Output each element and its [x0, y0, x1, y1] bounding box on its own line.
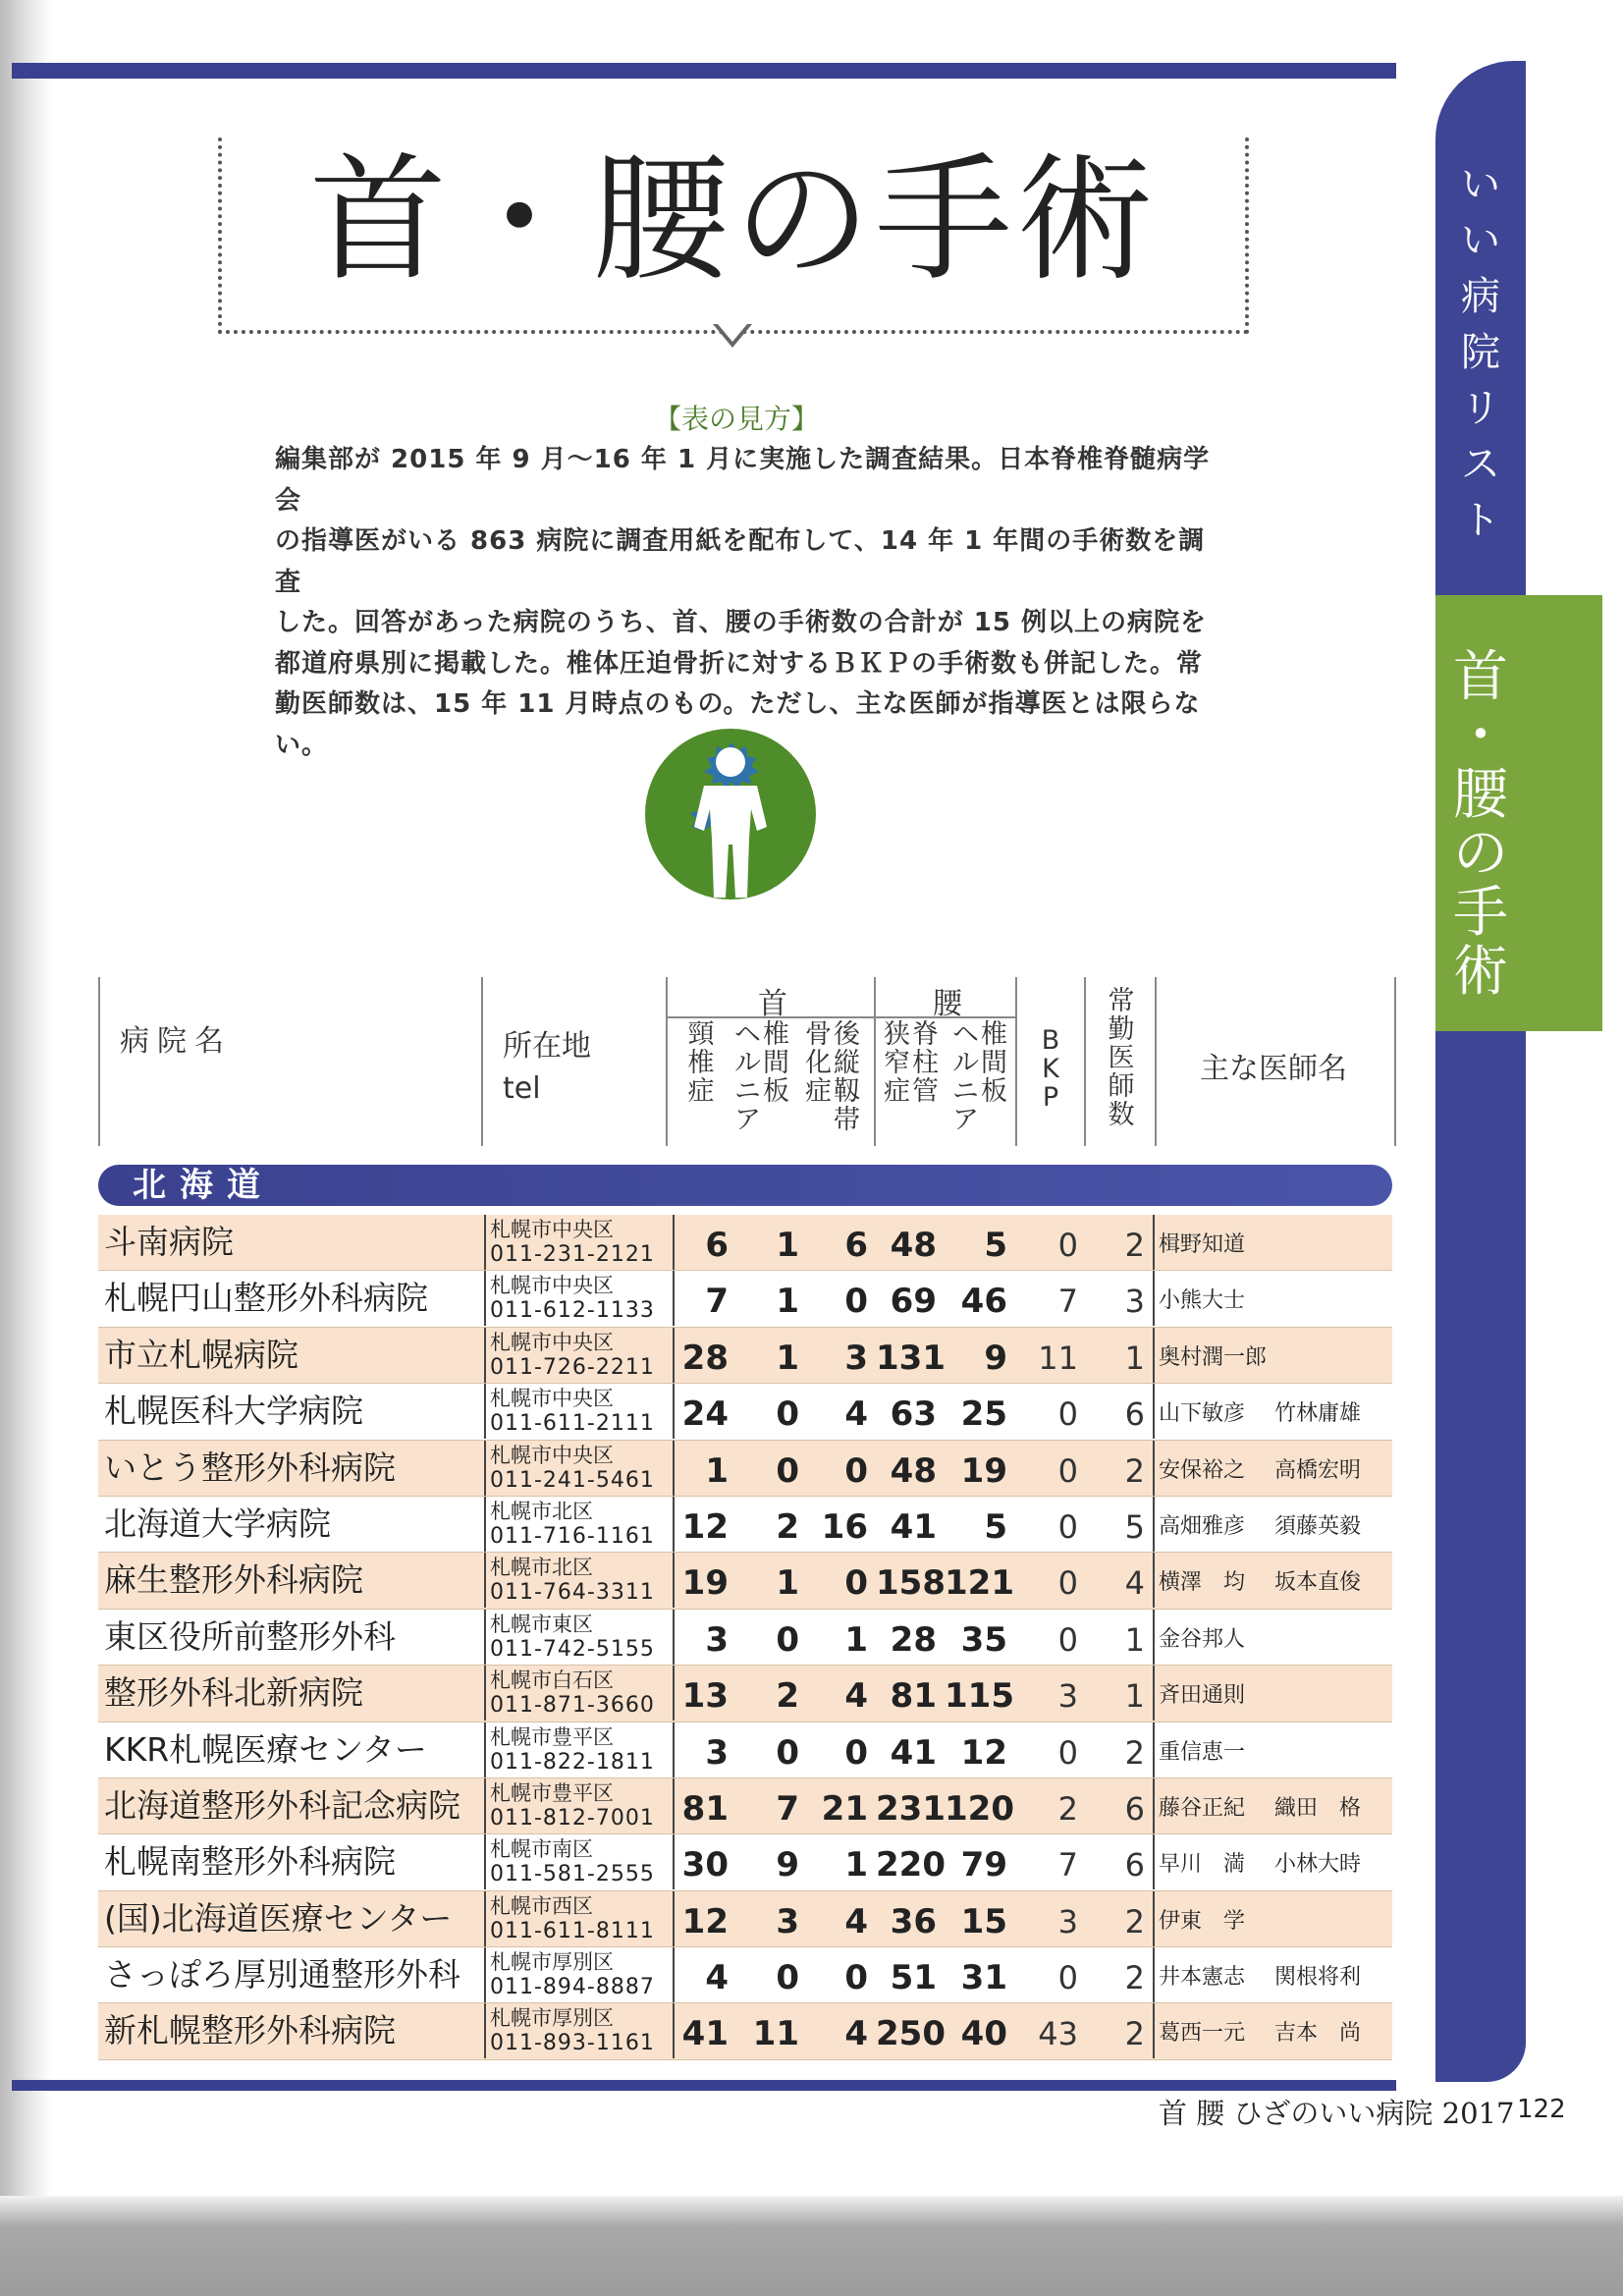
bkp-count: 0 [1057, 1733, 1078, 1772]
cervical-spondylosis-count: 19 [681, 1563, 729, 1604]
hospital-address: 札幌市中央区 [490, 1443, 614, 1467]
header-hospital: 病院名 [120, 1024, 232, 1059]
lumbar-disc-herniation-count: 46 [960, 1282, 1007, 1322]
doctor-count: 1 [1086, 1328, 1155, 1383]
lumbar-disc-herniation-count: 115 [945, 1676, 1014, 1717]
header-neck-group [666, 977, 874, 1146]
doctor-name: 須藤英毅 [1274, 1513, 1362, 1539]
cervical-spondylosis-count: 3 [705, 1619, 729, 1660]
legend-line: の指導医がいる 863 病院に調査用紙を配布して、14 年 1 年間の手術数を調査 [275, 526, 1206, 597]
neck-disc-herniation-count: 0 [776, 1450, 799, 1491]
bottom-rule [12, 2080, 1396, 2091]
spinal-stenosis-count: 81 [890, 1676, 937, 1717]
hospital-tel: 011-581-2555 [490, 1862, 655, 1887]
doctor-name: 早川 満 [1159, 1852, 1246, 1878]
table-row [98, 1722, 1392, 1778]
hospital-name: KKR札幌医療センター [104, 1729, 427, 1769]
header-location: 所在地 [503, 1029, 591, 1064]
bkp-count: 11 [1038, 1339, 1078, 1377]
doctor-name: 吉本 尚 [1274, 2021, 1362, 2047]
spinal-stenosis-count: 48 [890, 1450, 937, 1491]
neck-disc-herniation-count: 0 [776, 1394, 799, 1435]
spinal-stenosis-count: 131 [876, 1338, 946, 1378]
opll-count: 21 [821, 1788, 868, 1829]
hospital-name: 北海道大学病院 [104, 1503, 331, 1543]
lumbar-disc-herniation-count: 25 [960, 1394, 1007, 1435]
header-doctor-count: 常 勤 医 師 数 [1108, 986, 1135, 1130]
table-row [98, 1891, 1392, 1947]
hospital-name: 東区役所前整形外科 [104, 1616, 396, 1656]
neck-disc-herniation-count: 7 [776, 1788, 799, 1829]
spinal-stenosis-count: 158 [876, 1563, 946, 1604]
opll-count: 0 [844, 1282, 868, 1322]
hospital-location [484, 1497, 675, 1552]
cervical-spondylosis-count: 4 [705, 1958, 729, 1998]
table-row [98, 2003, 1392, 2059]
neck-disc-herniation-count: 0 [776, 1958, 799, 1998]
header-doctors-cell [1155, 977, 1396, 1146]
cervical-spondylosis-count: 30 [681, 1845, 729, 1886]
spinal-stenosis-count: 63 [890, 1394, 937, 1435]
region-label: 北海道 [133, 1166, 274, 1205]
doctor-names [1159, 1215, 1390, 1270]
doctor-count: 6 [1086, 1384, 1155, 1439]
spinal-stenosis-count: 36 [890, 1901, 937, 1941]
spinal-stenosis-count: 48 [890, 1226, 937, 1265]
hospital-tel: 011-241-5461 [490, 1467, 655, 1493]
legend-line: 都道府県別に掲載した。椎体圧迫骨折に対するＢＫＰの手術数も併記した。常 [275, 648, 1204, 679]
doctor-name: 斉田通則 [1159, 1683, 1246, 1709]
cervical-spondylosis-count: 7 [705, 1282, 729, 1322]
header-location-cell [481, 977, 677, 1146]
hospital-address: 札幌市中央区 [490, 1218, 614, 1241]
hospital-name: さっぽろ厚別通整形外科 [104, 1955, 460, 1995]
opll-count: 0 [844, 1450, 868, 1491]
header-neck-disc-herniation: 椎 間 板 ヘ ル ニ ア [734, 1019, 789, 1135]
hospital-location [484, 1947, 675, 2002]
opll-count: 0 [844, 1732, 868, 1773]
lumbar-disc-herniation-count: 15 [960, 1901, 1007, 1941]
doctor-name: 金谷邦人 [1159, 1626, 1246, 1652]
neck-disc-herniation-count: 9 [776, 1845, 799, 1886]
hospital-location [484, 1328, 675, 1383]
cervical-spondylosis-count: 28 [681, 1338, 729, 1378]
doctor-name: 伊東 学 [1159, 1908, 1246, 1934]
doctor-names [1159, 1271, 1390, 1326]
hospital-tel: 011-871-3660 [490, 1693, 655, 1719]
neck-disc-herniation-count: 1 [776, 1338, 799, 1378]
cervical-spondylosis-count: 3 [705, 1732, 729, 1773]
doctor-names [1159, 1328, 1390, 1383]
neck-disc-herniation-count: 2 [776, 1676, 799, 1717]
footer-title: 首 腰 ひざのいい病院 2017 [1159, 2097, 1515, 2130]
table-row [98, 1666, 1392, 1722]
page-number: 122 [1517, 2095, 1566, 2124]
opll-count: 0 [844, 1563, 868, 1604]
hospital-name: 札幌円山整形外科病院 [104, 1279, 428, 1318]
header-doctors: 主な医師名 [1200, 1052, 1347, 1086]
opll-count: 3 [844, 1338, 868, 1378]
opll-count: 0 [844, 1958, 868, 1998]
neck-disc-herniation-count: 11 [752, 2014, 799, 2054]
region-bar [98, 1165, 1392, 1206]
hospital-location [484, 1215, 675, 1270]
hospital-address: 札幌市厚別区 [490, 1950, 614, 1975]
hospital-location [484, 1891, 675, 1946]
bkp-count: 3 [1057, 1902, 1078, 1941]
scan-edge [0, 2196, 1623, 2296]
lumbar-disc-herniation-count: 35 [960, 1619, 1007, 1660]
lumbar-disc-herniation-count: 40 [960, 2014, 1007, 2054]
doctor-count: 2 [1086, 1947, 1155, 2002]
doctor-count: 2 [1086, 1441, 1155, 1496]
bkp-count: 0 [1057, 1451, 1078, 1490]
cervical-spondylosis-count: 81 [681, 1788, 729, 1829]
hospital-name: (国)北海道医療センター [104, 1898, 453, 1938]
neck-disc-herniation-count: 0 [776, 1732, 799, 1773]
table-row [98, 1947, 1392, 2003]
doctor-count: 6 [1086, 1834, 1155, 1889]
hospital-location [484, 1610, 675, 1665]
doctor-count: 4 [1086, 1553, 1155, 1608]
doctor-name: 藤谷正紀 [1159, 1795, 1246, 1821]
hospital-address: 札幌市北区 [490, 1499, 593, 1523]
doctor-name: 楫野知道 [1159, 1232, 1246, 1257]
page-title: 首・腰の手術 [308, 140, 1158, 301]
lumbar-disc-herniation-count: 19 [960, 1450, 1007, 1491]
legend-line: 勤医師数は、15 年 11 月時点のもの。ただし、主な医師が指導医とは限らない。 [275, 689, 1201, 760]
table-row [98, 1441, 1392, 1497]
bkp-count: 2 [1057, 1789, 1078, 1828]
neck-disc-herniation-count: 3 [776, 1901, 799, 1941]
doctor-names [1159, 1778, 1390, 1833]
lumbar-disc-herniation-count: 5 [984, 1506, 1007, 1547]
table-row [98, 1834, 1392, 1890]
spinal-stenosis-count: 250 [876, 2014, 946, 2054]
bkp-count: 0 [1057, 1395, 1078, 1434]
hospital-address: 札幌市厚別区 [490, 2006, 614, 2031]
hospital-name: 市立札幌病院 [104, 1335, 298, 1374]
doctor-count: 1 [1086, 1610, 1155, 1665]
doctor-names [1159, 1610, 1390, 1665]
hospital-address: 札幌市豊平区 [490, 1724, 614, 1749]
header-opll: 後 縦 靱 帯 骨 化 症 [805, 1019, 860, 1135]
doctor-name: 井本憲志 [1159, 1965, 1246, 1991]
doctor-name: 織田 格 [1274, 1795, 1362, 1821]
hospital-tel: 011-742-5155 [490, 1636, 655, 1662]
opll-count: 4 [844, 1394, 868, 1435]
opll-count: 4 [844, 2014, 868, 2054]
cervical-spondylosis-count: 24 [681, 1394, 729, 1435]
hospital-address: 札幌市東区 [490, 1612, 593, 1636]
doctor-name: 坂本直俊 [1274, 1570, 1362, 1596]
doctor-name: 葛西一元 [1159, 2021, 1246, 2047]
doctor-count: 2 [1086, 1891, 1155, 1946]
bkp-count: 7 [1057, 1283, 1078, 1321]
hospital-tel: 011-231-2121 [490, 1242, 655, 1267]
doctor-names [1159, 1553, 1390, 1608]
bkp-count: 0 [1057, 1507, 1078, 1546]
cervical-spondylosis-count: 13 [681, 1676, 729, 1717]
doctor-name: 重信恵一 [1159, 1739, 1246, 1765]
lumbar-disc-herniation-count: 79 [960, 1845, 1007, 1886]
cervical-spondylosis-count: 6 [705, 1226, 729, 1265]
hospital-location [484, 1666, 675, 1721]
lumbar-disc-herniation-count: 121 [945, 1563, 1014, 1604]
table-row [98, 1553, 1392, 1609]
doctor-names [1159, 1384, 1390, 1439]
hospital-address: 札幌市豊平区 [490, 1780, 614, 1805]
hospital-tel: 011-894-8887 [490, 1975, 655, 2000]
hospital-tel: 011-764-3311 [490, 1580, 655, 1606]
bkp-count: 3 [1057, 1677, 1078, 1716]
hospital-location [484, 1271, 675, 1326]
doctor-count: 6 [1086, 1778, 1155, 1833]
cervical-spondylosis-count: 12 [681, 1901, 729, 1941]
doctor-names [1159, 1947, 1390, 2002]
spinal-stenosis-count: 51 [890, 1958, 937, 1998]
opll-count: 4 [844, 1676, 868, 1717]
header-hospital-cell [98, 977, 497, 1146]
opll-count: 1 [844, 1619, 868, 1660]
doctor-names [1159, 1722, 1390, 1777]
neck-disc-herniation-count: 1 [776, 1563, 799, 1604]
opll-count: 6 [844, 1226, 868, 1265]
doctor-names [1159, 1497, 1390, 1552]
neck-disc-herniation-count: 0 [776, 1619, 799, 1660]
hospital-address: 札幌市中央区 [490, 1330, 614, 1354]
cervical-spondylosis-count: 41 [681, 2014, 729, 2054]
doctor-name: 関根将利 [1274, 1965, 1362, 1991]
doctor-count: 5 [1086, 1497, 1155, 1552]
spinal-stenosis-count: 28 [890, 1619, 937, 1660]
spinal-stenosis-count: 220 [876, 1845, 946, 1886]
legend-line: 編集部が 2015 年 9 月～16 年 1 月に実施した調査結果。日本脊椎脊髄病学会 [275, 445, 1211, 516]
legend-title: 【表の見方】 [653, 403, 819, 435]
header-neck: 首 [758, 987, 787, 1021]
hospital-address: 札幌市西区 [490, 1893, 593, 1918]
hospital-address: 札幌市南区 [490, 1837, 593, 1862]
legend-text [275, 440, 1217, 766]
book-spine-shadow [0, 0, 51, 2296]
header-waist-group [874, 977, 1015, 1146]
hospital-tel: 011-611-8111 [490, 1918, 655, 1943]
lumbar-disc-herniation-count: 12 [960, 1732, 1007, 1773]
hospital-location [484, 1834, 675, 1889]
hospital-address: 札幌市北区 [490, 1556, 593, 1580]
table-header [98, 977, 1394, 1146]
table-row [98, 1497, 1392, 1553]
lumbar-disc-herniation-count: 31 [960, 1958, 1007, 1998]
side-tab-label: い い 病 院 リ ス ト [1461, 162, 1500, 543]
hospital-name: いとう整形外科病院 [104, 1448, 396, 1487]
hospital-tel: 011-812-7001 [490, 1805, 655, 1831]
hospital-name: 斗南病院 [104, 1223, 234, 1261]
table-row [98, 1328, 1392, 1384]
standing-person-icon [645, 729, 816, 900]
doctor-name: 山下敏彦 [1159, 1401, 1246, 1427]
doctor-name: 小林大時 [1274, 1852, 1362, 1878]
header-doctor-count-cell [1084, 977, 1155, 1146]
hospital-name: 札幌南整形外科病院 [104, 1842, 396, 1882]
hospital-tel: 011-726-2211 [490, 1354, 655, 1380]
side-tab-section-label: 首 ・ 腰 の 手 術 [1453, 645, 1508, 1004]
doctor-name: 高畑雅彦 [1159, 1513, 1246, 1539]
hospital-location [484, 1778, 675, 1833]
hospital-name: 札幌医科大学病院 [104, 1392, 363, 1431]
cervical-spondylosis-count: 1 [705, 1450, 729, 1491]
bkp-count: 7 [1057, 1846, 1078, 1885]
table-row [98, 1384, 1392, 1440]
doctor-name: 竹林庸雄 [1274, 1401, 1362, 1427]
header-tel: tel [503, 1071, 541, 1106]
hospital-name: 北海道整形外科記念病院 [104, 1785, 460, 1825]
doctor-name: 横澤 均 [1159, 1570, 1246, 1596]
lumbar-disc-herniation-count: 120 [945, 1788, 1014, 1829]
doctor-name: 高橋宏明 [1274, 1457, 1362, 1483]
hospital-tel: 011-611-2111 [490, 1411, 655, 1437]
spinal-stenosis-count: 41 [890, 1506, 937, 1547]
doctor-name: 安保裕之 [1159, 1457, 1246, 1483]
header-cervical-spondylosis: 頸 椎 症 [687, 1019, 715, 1107]
header-lumbar-disc-herniation: 椎 間 板 ヘ ル ニ ア [952, 1019, 1007, 1135]
bkp-count: 0 [1057, 1620, 1078, 1659]
doctor-count: 2 [1086, 1722, 1155, 1777]
table-row [98, 1778, 1392, 1834]
hospital-location [484, 1441, 675, 1496]
table-row [98, 1610, 1392, 1666]
hospital-location [484, 2003, 675, 2058]
hospital-name: 麻生整形外科病院 [104, 1560, 363, 1600]
doctor-count: 1 [1086, 1666, 1155, 1721]
doctor-names [1159, 1834, 1390, 1889]
doctor-count: 2 [1086, 2003, 1155, 2058]
doctor-count: 2 [1086, 1215, 1155, 1270]
hospital-tel: 011-716-1161 [490, 1523, 655, 1549]
spinal-stenosis-count: 231 [876, 1788, 946, 1829]
bkp-count: 43 [1038, 2015, 1078, 2053]
hospital-address: 札幌市白石区 [490, 1668, 614, 1693]
lumbar-disc-herniation-count: 9 [984, 1338, 1007, 1378]
hospital-location [484, 1384, 675, 1439]
hospital-address: 札幌市中央区 [490, 1274, 614, 1298]
opll-count: 1 [844, 1845, 868, 1886]
bkp-count: 0 [1057, 1227, 1078, 1264]
doctor-name: 小熊大士 [1159, 1288, 1246, 1314]
opll-count: 4 [844, 1901, 868, 1941]
neck-disc-herniation-count: 1 [776, 1282, 799, 1322]
legend-line: した。回答があった病院のうち、首、腰の手術数の合計が 15 例以上の病院を [275, 608, 1208, 637]
hospital-address: 札幌市中央区 [490, 1387, 614, 1411]
doctor-names [1159, 1441, 1390, 1496]
table-row [98, 1215, 1392, 1271]
hospital-name: 整形外科北新病院 [104, 1673, 363, 1713]
hospital-name: 新札幌整形外科病院 [104, 2011, 396, 2050]
hospital-location [484, 1553, 675, 1608]
table-row [98, 1271, 1392, 1327]
doctor-name: 奥村潤一郎 [1159, 1344, 1268, 1370]
neck-disc-herniation-count: 1 [776, 1226, 799, 1265]
hospital-table [98, 1215, 1392, 2060]
spinal-stenosis-count: 41 [890, 1732, 937, 1773]
top-rule [12, 63, 1396, 79]
header-bkp-cell [1015, 977, 1084, 1146]
opll-count: 16 [821, 1506, 868, 1547]
bkp-count: 0 [1057, 1564, 1078, 1603]
hospital-tel: 011-612-1133 [490, 1298, 655, 1324]
bkp-count: 0 [1057, 1959, 1078, 1997]
doctor-names [1159, 1891, 1390, 1946]
header-bkp: B K P [1041, 1025, 1060, 1113]
lumbar-disc-herniation-count: 5 [984, 1226, 1007, 1265]
doctor-names [1159, 2003, 1390, 2058]
doctor-count: 3 [1086, 1271, 1155, 1326]
hospital-tel: 011-822-1811 [490, 1749, 655, 1775]
header-waist: 腰 [933, 987, 962, 1021]
spinal-stenosis-count: 69 [890, 1282, 937, 1322]
header-spinal-stenosis: 脊 柱 管 狭 窄 症 [884, 1019, 939, 1107]
hospital-tel: 011-893-1161 [490, 2031, 655, 2056]
doctor-names [1159, 1666, 1390, 1721]
hospital-location [484, 1722, 675, 1777]
neck-disc-herniation-count: 2 [776, 1506, 799, 1547]
cervical-spondylosis-count: 12 [681, 1506, 729, 1547]
